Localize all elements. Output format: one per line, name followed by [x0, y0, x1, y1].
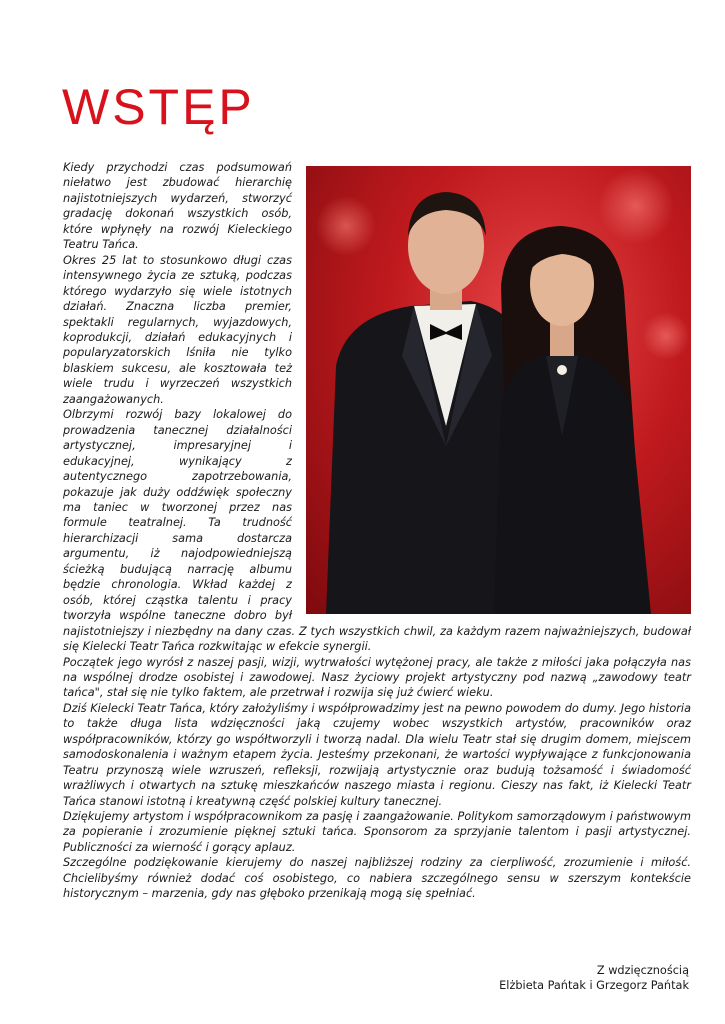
signature — [499, 963, 689, 993]
body-text — [63, 160, 691, 902]
paragraph: Olbrzymi rozwój bazy lokalowej do prowadzenia tanecznej działalności artystycznej, impresaryjnej i edukacyjnej, wynikający z autentycznego zapotrzebowania, pokazuje jak duży oddźwięk społeczny ma taniec w tworzonej przez nas formule teatralnej. Ta trudność hierarchizacji sama dostarcza argumentu, iż najodpowiedniejszą ścieżką budującą narrację albumu będzie chronologia. Wkład każdej z osób, której cząstka talentu i pracy tworzyła wspólne taneczne dobro był najistotniejszy i niezbędny na dany czas. Z tych wszystkich chwil, za każdym razem najważniejszych, budował się Kielecki Teatr Tańca rozkwitając w efekcie synergii. — [63, 408, 691, 654]
paragraph: Kiedy przychodzi czas podsumowań niełatwo jest zbudować hierarchię najistotniejszych wydarzeń, stworzyć gradację dokonań wszystkich osób, które wpłynęły na rozwój Kieleckiego Teatru Tańca. — [63, 161, 292, 252]
signature-closing: Z wdzięcznością — [596, 964, 689, 977]
paragraph: Szczególne podziękowanie kierujemy do naszej najbliższej rodziny za cierpliwość, zrozumienie i miłość. Chcielibyśmy również dodać coś osobistego, co nabiera szczególnego sensu w szerszym kontekście historycznym – marzenia, gdy nas głęboko przenikają mogą się spełniać. — [63, 856, 691, 901]
portrait-illustration — [306, 166, 691, 614]
paragraph: Dziękujemy artystom i współpracownikom za pasję i zaangażowanie. Politykom samorządowym i państwowym za popieranie i zrozumienie pięknej sztuki tańca. Sponsorom za sprzyjanie talentom i pasji artystycznej. Publiczności za wierność i gorący aplauz. — [63, 810, 691, 854]
paragraph: Okres 25 lat to stosunkowo długi czas intensywnego życia ze sztuką, podczas którego wydarzyło się wiele istotnych działań. Znaczna liczba premier, spektakli regularnych, wyjazdowych, koprodukcji, działań edukacyjnych i popularyzatorskich lśniła nie tylko blaskiem sukcesu, ale kosztowała też wiele trudu i wyrzeczeń wszystkich zaangażowanych. — [63, 253, 292, 406]
signature-names: Elżbieta Pańtak i Grzegorz Pańtak — [499, 979, 689, 992]
portrait-photo — [306, 166, 691, 614]
paragraph: Dziś Kielecki Teatr Tańca, który założyliśmy i współprowadzimy jest na pewno powodem do dumy. Jego historia to także długa lista wdzięczności jaką czujemy wobec wszystkich artystów, pracowników oraz współpracowników, którzy go współtworzyli i tworzą nadal. Dla wielu Teatr stał się drugim domem, miejscem samodoskonalenia i ważnym etapem życia. Jesteśmy przekonani, że wartości wypływające z funkcjonowania Teatru przynoszą wiele wzruszeń, refleksji, rozwijają artystycznie oraz budują tożsamość i świadomość wrażliwych i otwartych na sztukę mieszkańców naszego miasta i regionu. Cieszy nas fakt, iż Kielecki Teatr Tańca stanowi istotną i kreatywną część polskiej kultury tanecznej. — [63, 701, 691, 808]
paragraph: Początek jego wyrósł z naszej pasji, wizji, wytrwałości wytężonej pracy, ale także z miłości jaka połączyła nas na wspólnej drodze osobistej i zawodowej. Nasz życiowy projekt artystyczny pod nazwą „zawodowy teatr tańca", stał się nie tylko faktem, ale przetrwał i rozwija się już ćwierć wieku. — [63, 655, 691, 700]
page-title: WSTĘP — [62, 79, 255, 135]
